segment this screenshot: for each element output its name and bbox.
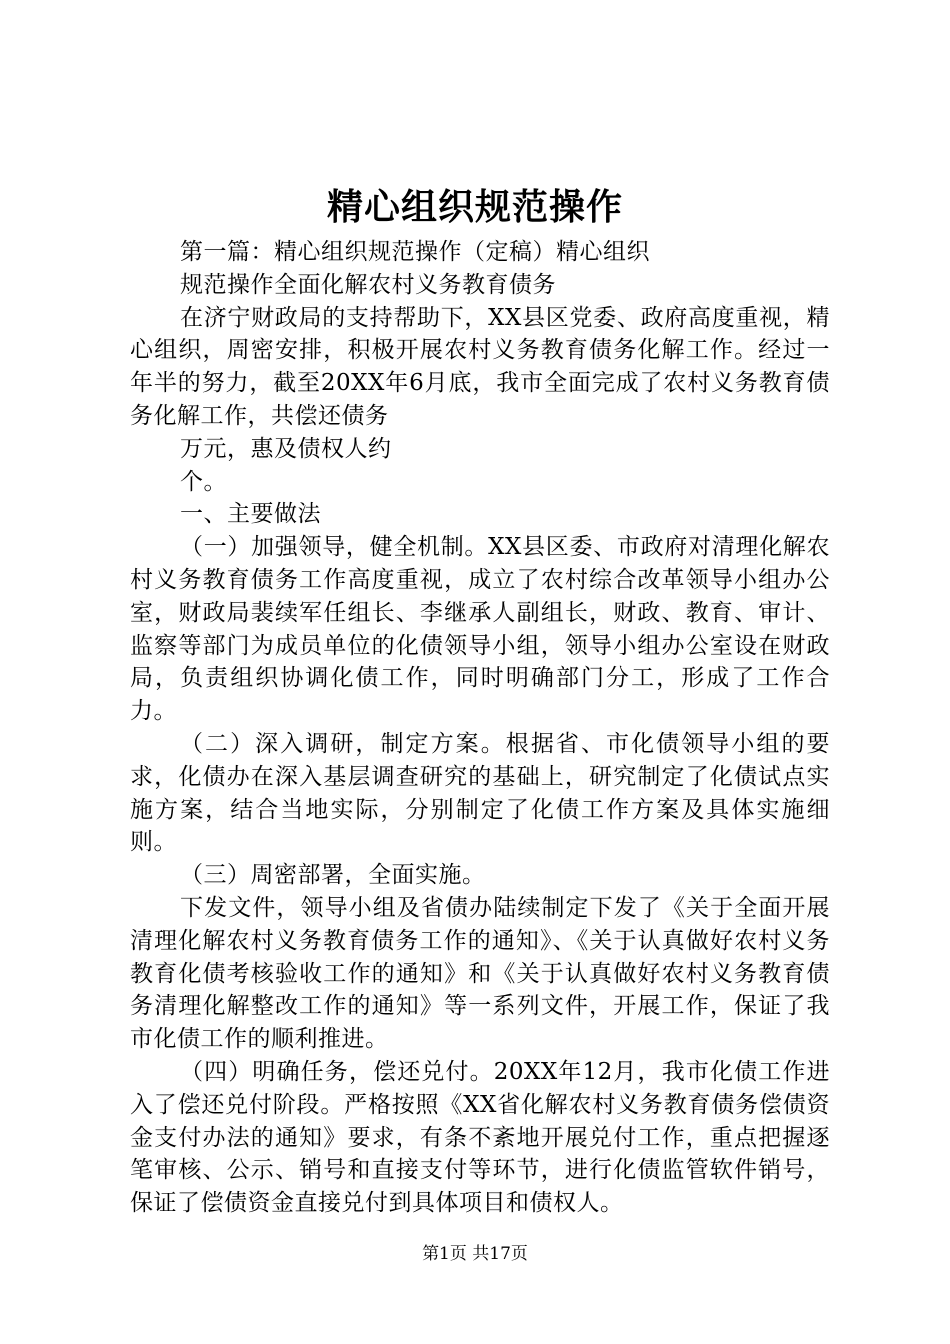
document-title: 精心组织规范操作: [326, 186, 623, 228]
page-number-footer: 第1页 共17页: [422, 1244, 528, 1264]
paragraph-creditors: 个。: [180, 468, 227, 495]
paragraph-item-4: （四）明确任务，偿还兑付。20XX年12月，我市化债工作进入了偿还兑付阶段。严格按照《XX省化解农村义务教育债务偿债资金支付办法的通知》要求，有条不紊地开展兑付工作，重点把握逐笔审核、公示、销号和直接支付等环节，进行化债监管软件销号，保证了偿债资金直接兑付到具体项目和债权人。: [130, 1058, 830, 1217]
paragraph-chapter-heading-line2: 规范操作全面化解农村义务教育债务: [180, 271, 556, 298]
paragraph-intro: 在济宁财政局的支持帮助下，XX县区党委、政府高度重视，精心组织，周密安排，积极开展农村义务教育债务化解工作。经过一年半的努力，截至20XX年6月底，我市全面完成了农村义务教育债务化解工作，共偿还债务: [130, 304, 830, 429]
document-body: [130, 236, 830, 1220]
paragraph-chapter-heading-line1: 第一篇：精心组织规范操作（定稿）精心组织: [180, 239, 650, 265]
paragraph-amount: 万元，惠及债权人约: [180, 435, 392, 462]
paragraph-item-2: （二）深入调研，制定方案。根据省、市化债领导小组的要求，化债办在深入基层调查研究的基础上，研究制定了化债试点实施方案，结合当地实际，分别制定了化债工作方案及具体实施细则。: [130, 730, 830, 856]
paragraph-item-3-body: 下发文件，领导小组及省债办陆续制定下发了《关于全面开展清理化解农村义务教育债务工作的通知》、《关于认真做好农村义务教育化债考核验收工作的通知》和《关于认真做好农村义务教育债务清理化解整改工作的通知》等一系列文件，开展工作，保证了我市化债工作的顺利推进。: [130, 894, 830, 1053]
paragraph-item-1: （一）加强领导，健全机制。XX县区委、市政府对清理化解农村义务教育债务工作高度重视，成立了农村综合改革领导小组办公室，财政局裴续军任组长、李继承人副组长，财政、教育、审计、监察等部门为成员单位的化债领导小组，领导小组办公室设在财政局，负责组织协调化债工作，同时明确部门分工，形成了工作合力。: [130, 534, 830, 725]
paragraph-item-3-heading: （三）周密部署，全面实施。: [180, 862, 486, 889]
section-heading-main-practices: 一、主要做法: [180, 501, 321, 528]
